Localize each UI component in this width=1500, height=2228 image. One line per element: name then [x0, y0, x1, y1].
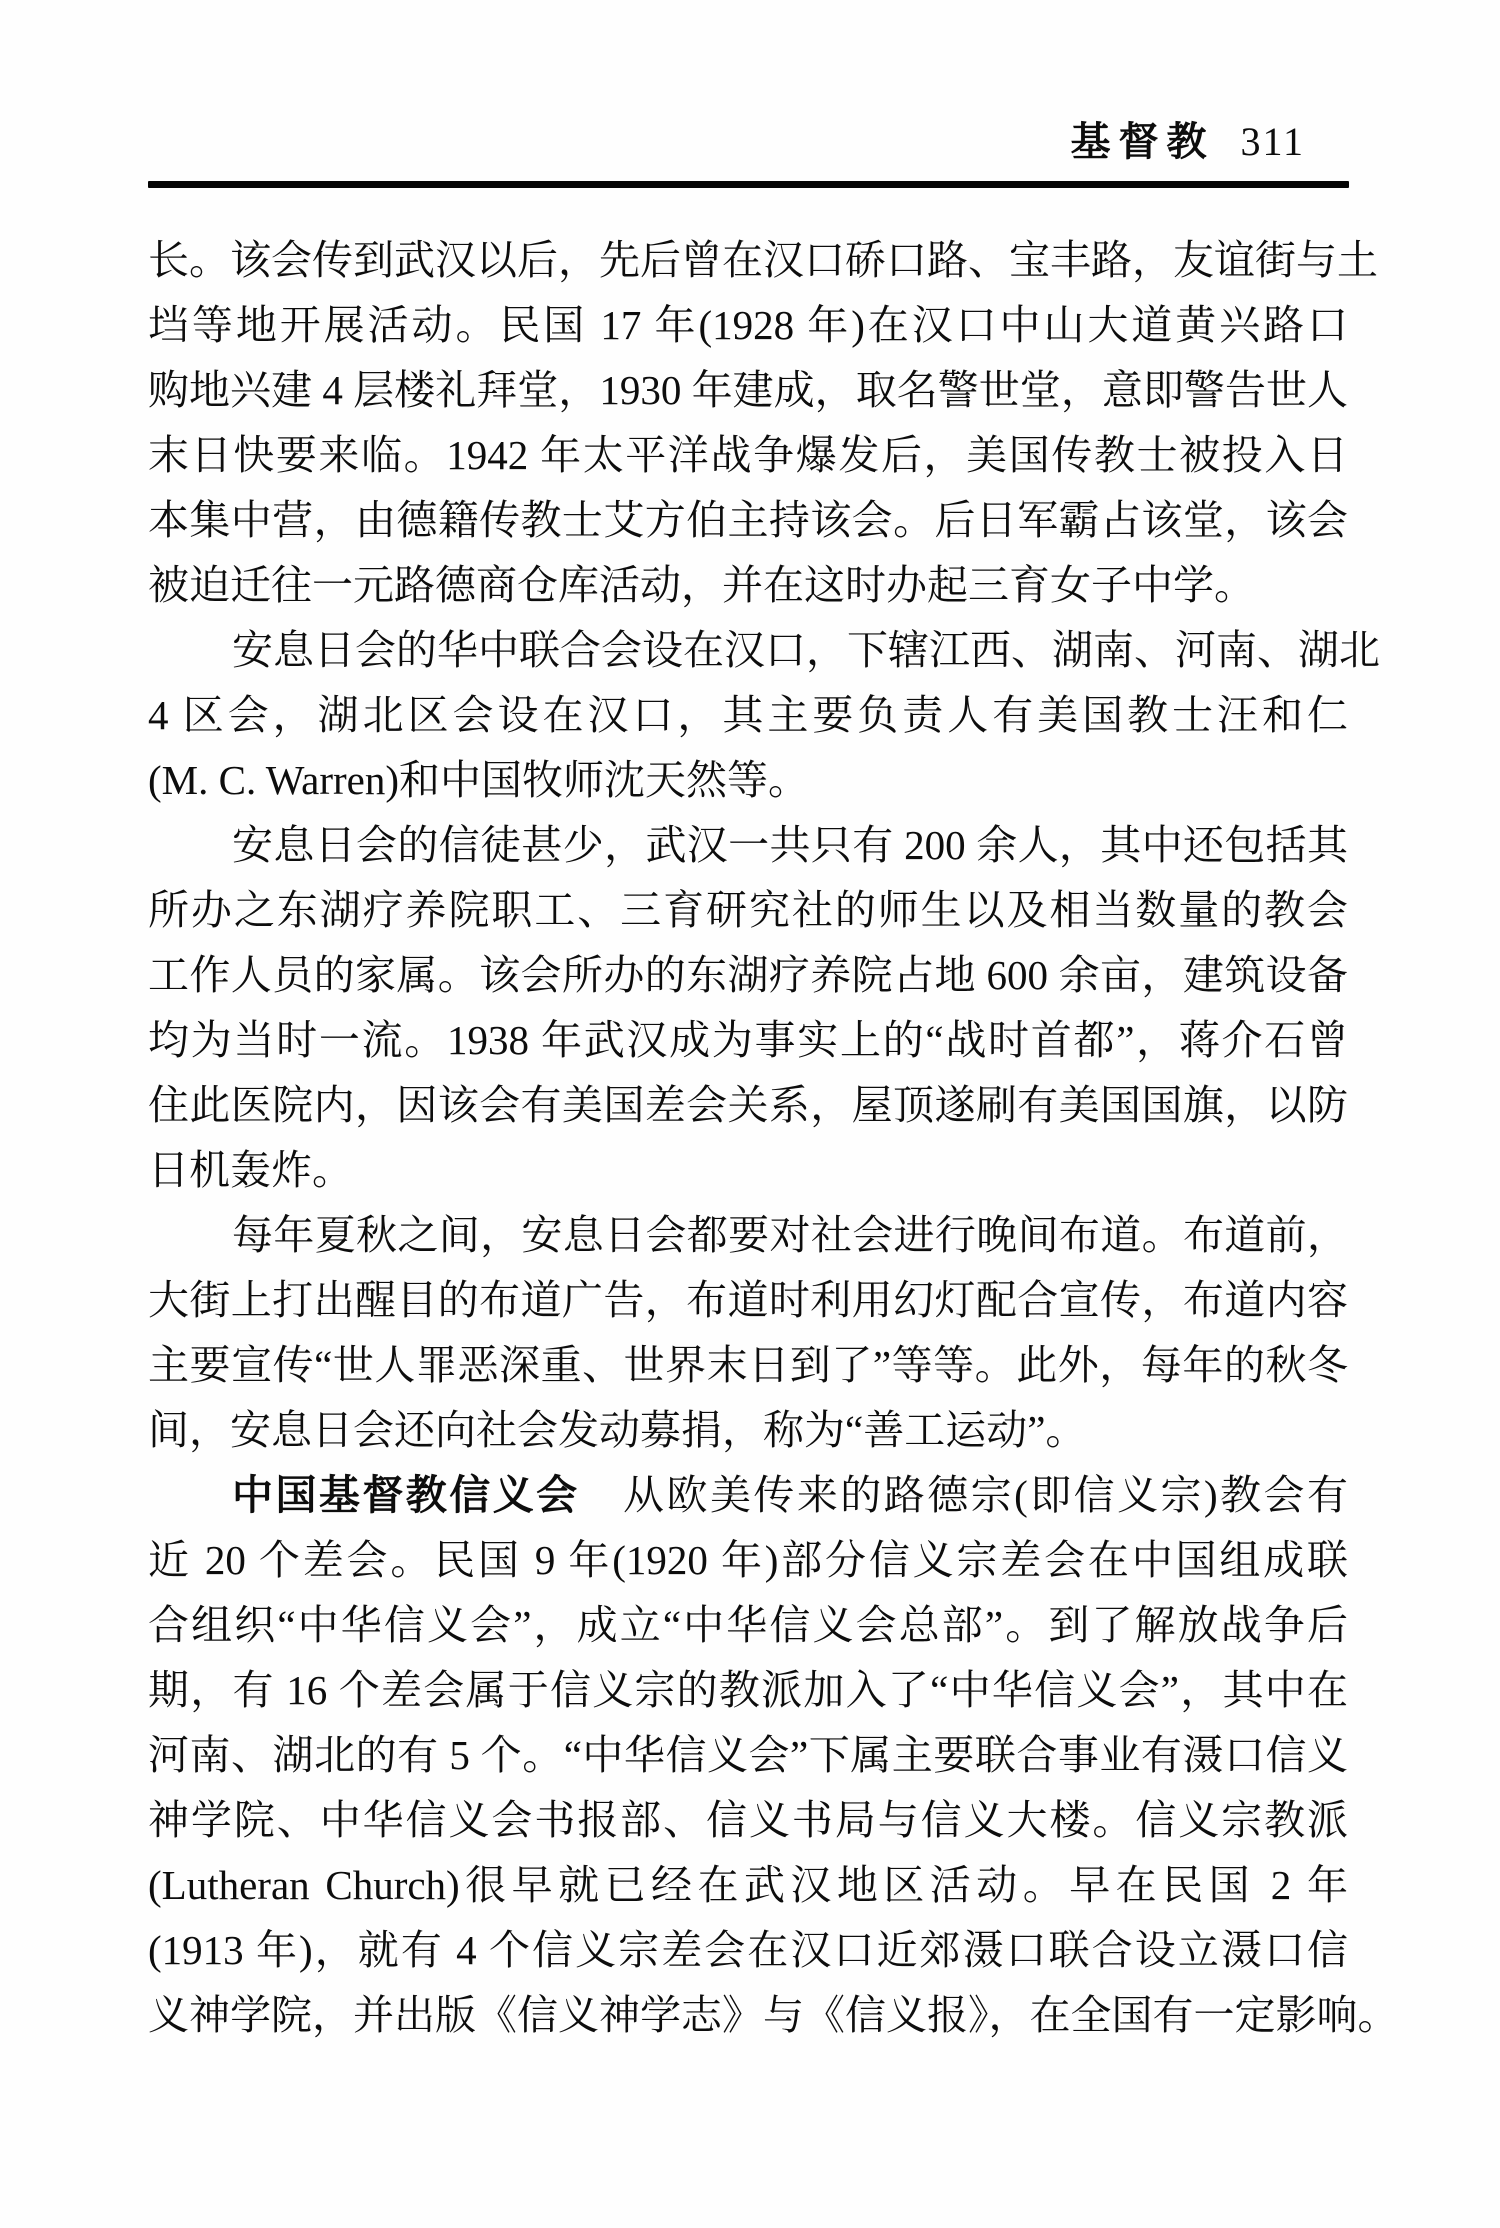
text-line	[148, 1268, 1348, 1333]
text-line	[148, 1658, 1348, 1723]
text-line	[148, 228, 1378, 293]
header-rule	[148, 181, 1349, 188]
running-head	[1070, 118, 1305, 166]
text-line	[148, 813, 1348, 878]
line-text: 间，安息日会还向社会发动募捐，称为“善工运动”。	[148, 1407, 1087, 1453]
text-line	[148, 358, 1348, 423]
line-text: 大街上打出醒目的布道广告，布道时利用幻灯配合宣传，布道内容	[148, 1277, 1348, 1323]
text-line	[148, 683, 1348, 748]
line-text: 所办之东湖疗养院职工、三育研究社的师生以及相当数量的教会	[148, 887, 1348, 933]
line-text: 主要宣传“世人罪恶深重、世界末日到了”等等。此外，每年的秋冬	[148, 1342, 1348, 1388]
text-line	[148, 1138, 1348, 1203]
running-head-section-title: 基督教	[1070, 119, 1215, 164]
line-text: 工作人员的家属。该会所办的东湖疗养院占地 600 余亩，建筑设备	[148, 952, 1348, 998]
line-text: 日机轰炸。	[148, 1147, 353, 1193]
line-text: 本集中营，由德籍传教士艾方伯主持该会。后日军霸占该堂，该会	[148, 497, 1348, 543]
line-text: 末日快要来临。1942 年太平洋战争爆发后，美国传教士被投入日	[148, 432, 1348, 478]
line-text: 均为当时一流。1938 年武汉成为事实上的“战时首都”，蒋介石曾	[148, 1017, 1348, 1063]
line-text: 每年夏秋之间，安息日会都要对社会进行晚间布道。布道前，	[232, 1212, 1348, 1258]
text-line	[148, 618, 1380, 683]
line-text: 期，有 16 个差会属于信义宗的教派加入了“中华信义会”，其中在	[148, 1667, 1348, 1713]
text-line	[148, 748, 1348, 813]
text-line	[148, 1593, 1348, 1658]
text-line	[148, 1008, 1348, 1073]
text-line	[148, 553, 1348, 618]
text-line	[148, 1528, 1348, 1593]
line-text: 4 区会，湖北区会设在汉口，其主要负责人有美国教士汪和仁	[148, 692, 1348, 738]
line-text: (M. C. Warren)和中国牧师沈天然等。	[148, 757, 809, 803]
paragraph-heading: 中国基督教信义会	[232, 1472, 580, 1518]
line-text: 垱等地开展活动。民国 17 年(1928 年)在汉口中山大道黄兴路口	[148, 302, 1348, 348]
text-line	[148, 1853, 1348, 1918]
line-text: 被迫迁往一元路德商仓库活动，并在这时办起三育女子中学。	[148, 562, 1255, 608]
text-line	[148, 1723, 1348, 1788]
running-head-page-number: 311	[1240, 119, 1305, 164]
page-body	[148, 228, 1399, 2048]
text-line	[148, 1203, 1348, 1268]
text-line	[148, 1398, 1348, 1463]
text-line	[148, 943, 1348, 1008]
line-text: 近 20 个差会。民国 9 年(1920 年)部分信义宗差会在中国组成联	[148, 1537, 1348, 1583]
line-text: 住此医院内，因该会有美国差会关系，屋顶遂刷有美国国旗，以防	[148, 1082, 1348, 1128]
line-text: 从欧美传来的路德宗(即信义宗)教会有	[579, 1472, 1349, 1518]
text-line	[148, 423, 1348, 488]
line-text: 安息日会的信徒甚少，武汉一共只有 200 余人，其中还包括其	[232, 822, 1348, 868]
line-text: 安息日会的华中联合会设在汉口，下辖江西、湖南、河南、湖北	[232, 627, 1380, 673]
text-line	[148, 1983, 1399, 2048]
line-text: 义神学院，并出版《信义神学志》与《信义报》，在全国有一定影响。	[148, 1992, 1399, 2038]
line-text: 神学院、中华信义会书报部、信义书局与信义大楼。信义宗教派	[148, 1797, 1348, 1843]
text-line	[148, 1918, 1348, 1983]
line-text: 购地兴建 4 层楼礼拜堂，1930 年建成，取名警世堂，意即警告世人	[148, 367, 1348, 413]
text-line	[148, 1463, 1348, 1528]
text-line	[148, 1333, 1348, 1398]
line-text: 长。该会传到武汉以后，先后曾在汉口硚口路、宝丰路，友谊街与土	[148, 237, 1378, 283]
line-text: 河南、湖北的有 5 个。“中华信义会”下属主要联合事业有滠口信义	[148, 1732, 1348, 1778]
line-text: (Lutheran Church)很早就已经在武汉地区活动。早在民国 2 年	[148, 1862, 1348, 1908]
line-text: 合组织“中华信义会”，成立“中华信义会总部”。到了解放战争后	[148, 1602, 1348, 1648]
line-text: (1913 年)，就有 4 个信义宗差会在汉口近郊滠口联合设立滠口信	[148, 1927, 1348, 1973]
text-line	[148, 1073, 1348, 1138]
text-line	[148, 488, 1348, 553]
text-line	[148, 878, 1348, 943]
text-line	[148, 293, 1348, 358]
text-line	[148, 1788, 1348, 1853]
